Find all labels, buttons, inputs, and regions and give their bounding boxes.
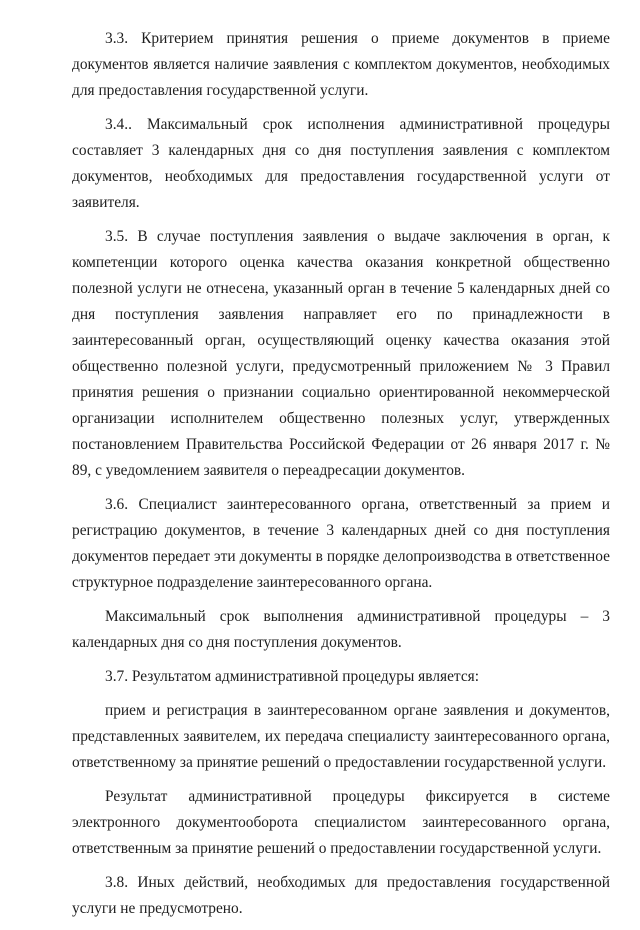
document-page — [72, 26, 610, 930]
paragraph-result-fixation: Результат административной процедуры фиксируется в системе электронного документооборота специалистом заинтересованного органа, ответственным за принятие решений о предоставлении государственной услуги. — [72, 788, 610, 857]
paragraph-3-3: 3.3. Критерием принятия решения о приеме документов в приеме документов является наличие заявления с комплектом документов, необходимых для предоставления государственной услуги. — [72, 30, 610, 99]
paragraph-3-4: 3.4.. Максимальный срок исполнения административной процедуры составляет 3 календарных дня со дня поступления заявления с комплектом документов, необходимых для предоставления государственной услуги от заявителя. — [72, 116, 610, 211]
paragraph-max-term: Максимальный срок выполнения административной процедуры – 3 календарных дня со дня поступления документов. — [72, 608, 610, 651]
paragraph-3-8: 3.8. Иных действий, необходимых для предоставления государственной услуги не предусмотрено. — [72, 874, 610, 917]
paragraph-3-7: 3.7. Результатом административной процедуры является: — [105, 668, 480, 685]
paragraph-3-6: 3.6. Специалист заинтересованного органа, ответственный за прием и регистрацию документов, в течение 3 календарных дней со дня поступления документов передает эти документы в порядке делопроизводства в ответственное структурное подразделение заинтересованного органа. — [72, 496, 610, 591]
paragraph-result-item: прием и регистрация в заинтересованном органе заявления и документов, представленных заявителем, их передача специалисту заинтересованного органа, ответственному за принятие решений о предоставлении государственной услуги. — [72, 702, 610, 771]
paragraph-3-5: 3.5. В случае поступления заявления о выдаче заключения в орган, к компетенции которого оценка качества оказания конкретной общественно полезной услуги не отнесена, указанный орган в течение 5 календарных дней со дня поступления заявления направляет его по принадлежности в заинтересованный орган, осуществляющий оценку качества оказания этой общественно полезной услуги, предусмотренный приложением № 3 Правил принятия решения о признании социально ориентированной некоммерческой организации исполнителем общественно полезных услуг, утвержденных постановлением Правительства Российской Федерации от 26 января 2017 г. № 89, с уведомлением заявителя о переадресации документов. — [72, 228, 610, 479]
